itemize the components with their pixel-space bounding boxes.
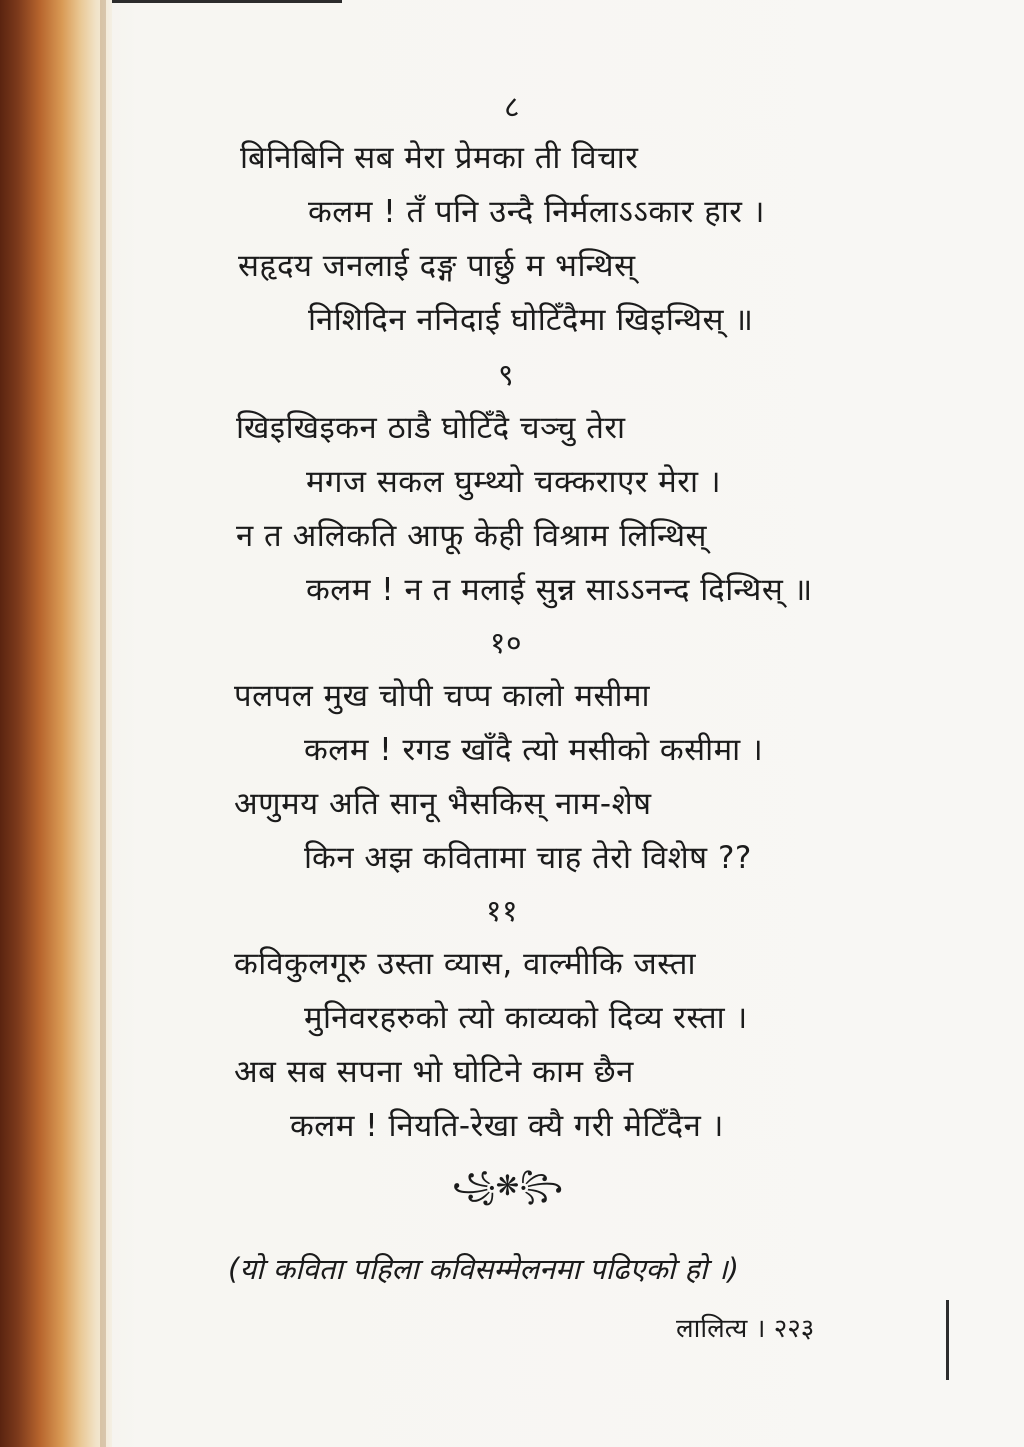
ornament-icon: ꧁❋꧂ xyxy=(452,1169,563,1202)
book-spine-edge xyxy=(0,0,112,1447)
verse-line: कलम ! रगड खाँदै त्यो मसीको कसीमा । xyxy=(304,732,764,768)
verse-line: अणुमय अति सानू भैसकिस् नाम-शेष xyxy=(234,786,652,822)
footer-separator: । xyxy=(755,1314,766,1344)
verse-line: न त अलिकति आफू केही विश्राम लिन्थिस् xyxy=(236,518,708,554)
verse-line: कविकुलगूरु उस्ता व्यास, वाल्मीकि जस्ता xyxy=(234,946,696,982)
verse-line: खिइखिइकन ठाडै घोटिँदै चञ्चु तेरा xyxy=(236,410,626,446)
page-footer xyxy=(676,1312,814,1346)
verse-line: कलम ! न त मलाई सुन्न साऽऽनन्द दिन्थिस् ॥ xyxy=(306,572,813,608)
stanza-number: ९ xyxy=(497,358,515,393)
verse-line: निशिदिन ननिदाई घोटिँदैमा खिइन्थिस् ॥ xyxy=(308,302,754,338)
verse-line: मुनिवरहरुको त्यो काव्यको दिव्य रस्ता । xyxy=(304,1000,748,1036)
stanza-number: ८ xyxy=(503,90,521,125)
verse-line: बिनिबिनि सब मेरा प्रेमका ती विचार xyxy=(240,140,639,176)
verse-line: सहृदय जनलाई दङ्ग पार्छु म भन्थिस् xyxy=(238,248,636,284)
right-rule xyxy=(946,1300,949,1380)
verse-line: कलम ! नियति-रेखा क्यै गरी मेटिँदैन । xyxy=(290,1108,724,1144)
verse-line: कलम ! तँ पनि उन्दै निर्मलाऽऽकार हार । xyxy=(308,194,766,230)
stanza-number: ११ xyxy=(485,894,519,929)
footnote: (यो कविता पहिला कविसम्मेलनमा पढिएको हो ।) xyxy=(228,1252,739,1286)
verse-line: पलपल मुख चोपी चप्प कालो मसीमा xyxy=(234,678,651,714)
verse-line: अब सब सपना भो घोटिने काम छैन xyxy=(234,1054,634,1090)
verse-line: मगज सकल घुम्थ्यो चक्कराएर मेरा । xyxy=(306,464,722,500)
top-rule xyxy=(112,0,342,3)
book-title: लालित्य xyxy=(676,1314,748,1344)
stanza-number: १० xyxy=(489,626,523,661)
spine-shadow xyxy=(100,0,106,1447)
verse-line: किन अझ कवितामा चाह तेरो विशेष ?? xyxy=(304,840,752,876)
page-number: २२३ xyxy=(773,1314,815,1344)
